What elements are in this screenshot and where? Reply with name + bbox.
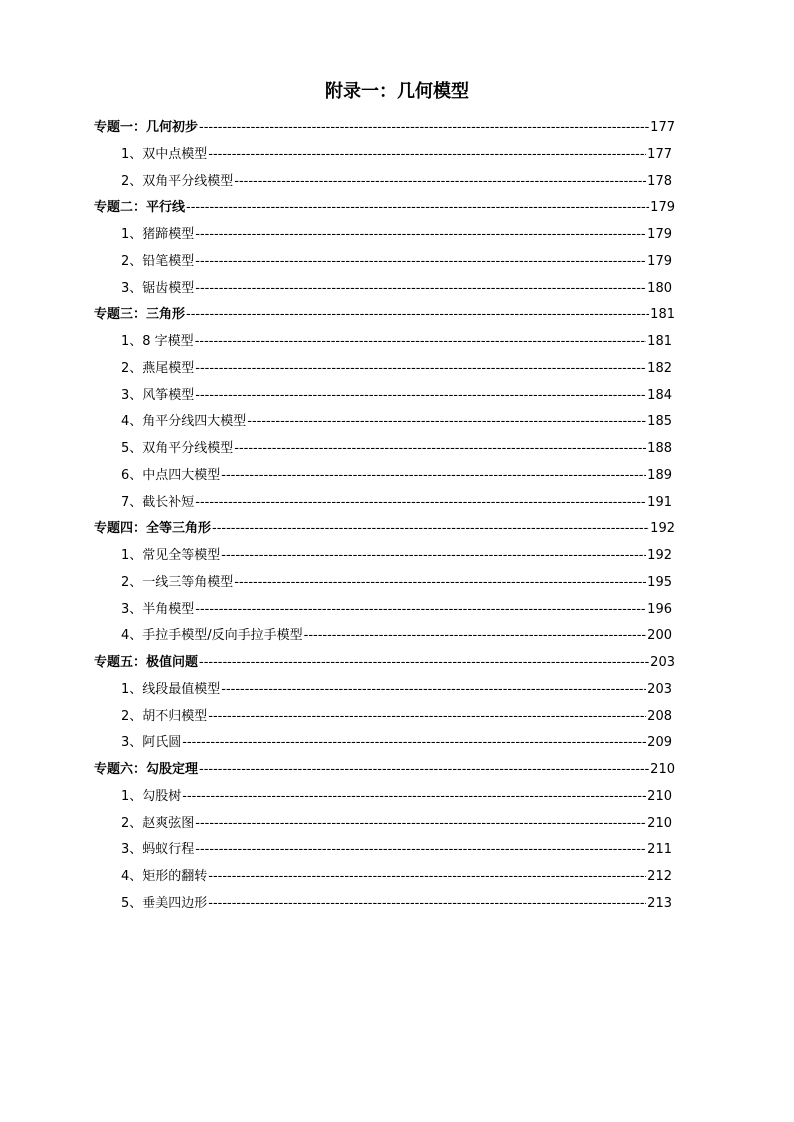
toc-leader-dashes <box>195 492 646 514</box>
toc-leader-dashes <box>195 839 646 861</box>
toc-item[interactable] <box>121 465 672 487</box>
toc-leader-dashes <box>208 866 646 888</box>
toc-item[interactable] <box>121 492 672 514</box>
toc-page-number: 180 <box>647 280 672 296</box>
toc-page-number: 179 <box>647 253 672 269</box>
toc-item[interactable] <box>121 706 672 728</box>
toc-label: 2、一线三等角模型 <box>121 574 234 590</box>
toc-page-number: 188 <box>647 441 672 456</box>
toc-item[interactable] <box>121 786 672 808</box>
toc-label: 3、风筝模型 <box>121 387 195 403</box>
toc-label: 4、矩形的翻转 <box>121 869 208 884</box>
toc-page-number: 179 <box>647 227 672 242</box>
toc-item[interactable] <box>121 278 672 300</box>
toc-label: 2、燕尾模型 <box>121 360 195 376</box>
toc-label: 3、半角模型 <box>121 601 195 617</box>
toc-page-number: 210 <box>647 788 672 804</box>
toc-page-number: 213 <box>647 895 672 911</box>
toc-item[interactable] <box>121 732 672 754</box>
toc-heading[interactable] <box>94 759 675 781</box>
toc-label: 4、手拉手模型/反向手拉手模型 <box>121 628 303 644</box>
toc-leader-dashes <box>221 545 646 567</box>
toc-page-number: 182 <box>647 360 672 376</box>
toc-label: 7、截长补短 <box>121 494 195 510</box>
toc-leader-dashes <box>195 358 646 380</box>
toc-item[interactable] <box>121 171 672 193</box>
toc-label: 1、勾股树 <box>121 788 182 804</box>
toc-leader-dashes <box>195 331 646 353</box>
toc-label: 2、赵爽弦图 <box>121 815 195 831</box>
toc-page-number: 189 <box>647 467 672 483</box>
toc-leader-dashes <box>208 893 646 915</box>
toc-item[interactable] <box>121 866 672 888</box>
toc-label: 6、中点四大模型 <box>121 467 221 483</box>
toc-leader-dashes <box>234 438 646 460</box>
toc-leader-dashes <box>199 652 649 674</box>
toc-item[interactable] <box>121 385 672 407</box>
toc-item[interactable] <box>121 224 672 246</box>
toc-heading[interactable] <box>94 652 675 674</box>
toc-leader-dashes <box>234 171 646 193</box>
toc-page-number: 192 <box>647 548 672 563</box>
toc-page-number: 177 <box>647 146 672 162</box>
toc-item[interactable] <box>121 358 672 380</box>
toc-page-number: 191 <box>647 494 672 510</box>
toc-page-number: 211 <box>647 842 672 858</box>
toc-leader-dashes <box>221 465 646 487</box>
toc-item[interactable] <box>121 572 672 594</box>
toc-item[interactable] <box>121 625 672 647</box>
toc-label: 1、线段最值模型 <box>121 681 221 697</box>
toc-label: 2、胡不归模型 <box>121 708 208 724</box>
toc-item[interactable] <box>121 679 672 701</box>
toc-label: 2、双角平分线模型 <box>121 173 234 189</box>
toc-leader-dashes <box>212 518 649 540</box>
toc-page-number: 196 <box>647 601 672 617</box>
toc-label: 3、锯齿模型 <box>121 280 195 296</box>
toc-leader-dashes <box>208 144 646 166</box>
toc-leader-dashes <box>195 599 646 621</box>
toc-leader-dashes <box>304 625 647 647</box>
toc-label: 3、蚂蚁行程 <box>121 842 195 858</box>
toc-item[interactable] <box>121 438 672 460</box>
toc-label: 专题四：全等三角形 <box>94 521 212 537</box>
toc-item[interactable] <box>121 893 672 915</box>
toc-page-number: 192 <box>650 521 675 537</box>
toc-heading[interactable] <box>94 117 675 139</box>
toc-leader-dashes <box>199 759 649 781</box>
toc-label: 专题二：平行线 <box>94 200 186 216</box>
toc-page-number: 184 <box>647 387 672 403</box>
toc-page-number: 200 <box>647 628 672 644</box>
toc-label: 4、角平分线四大模型 <box>121 414 247 430</box>
toc-leader-dashes <box>195 813 646 835</box>
toc-leader-dashes <box>208 706 646 728</box>
toc-leader-dashes <box>195 251 646 273</box>
toc-page-number: 178 <box>647 173 672 189</box>
toc-leader-dashes <box>221 679 646 701</box>
toc-leader-dashes <box>195 278 646 300</box>
toc-page-number: 209 <box>647 735 672 751</box>
toc-item[interactable] <box>121 331 672 353</box>
toc-page-number: 208 <box>647 708 672 724</box>
toc-page-number: 185 <box>647 414 672 430</box>
toc-leader-dashes <box>186 304 649 326</box>
toc-page-number: 195 <box>647 574 672 590</box>
toc-item[interactable] <box>121 411 672 433</box>
toc-label: 3、阿氏圆 <box>121 735 182 751</box>
toc-leader-dashes <box>182 786 646 808</box>
toc-heading[interactable] <box>94 304 675 326</box>
toc-item[interactable] <box>121 545 672 567</box>
toc-item[interactable] <box>121 144 672 166</box>
toc-leader-dashes <box>247 411 646 433</box>
toc-label: 5、垂美四边形 <box>121 895 208 911</box>
toc-page-number: 179 <box>650 200 675 216</box>
toc-label: 专题一：几何初步 <box>94 120 199 135</box>
toc-heading[interactable] <box>94 197 675 219</box>
toc-page-number: 203 <box>647 681 672 697</box>
toc-item[interactable] <box>121 813 672 835</box>
toc-page-number: 212 <box>647 869 672 884</box>
toc-page-number: 177 <box>650 120 675 135</box>
toc-item[interactable] <box>121 251 672 273</box>
toc-label: 2、铅笔模型 <box>121 253 195 269</box>
toc-leader-dashes <box>182 732 646 754</box>
toc-label: 1、8 字模型 <box>121 334 194 349</box>
toc-label: 1、常见全等模型 <box>121 548 221 563</box>
toc-label: 专题三：三角形 <box>94 307 186 323</box>
toc-page-number: 181 <box>650 307 675 323</box>
toc-page-number: 210 <box>650 762 675 777</box>
toc-page-number: 203 <box>650 655 675 670</box>
toc-label: 5、双角平分线模型 <box>121 441 234 456</box>
toc-item[interactable] <box>121 839 672 861</box>
toc-leader-dashes <box>195 224 646 246</box>
toc-label: 专题五：极值问题 <box>94 655 199 670</box>
toc-leader-dashes <box>195 385 646 407</box>
toc-label: 1、双中点模型 <box>121 146 208 162</box>
toc-leader-dashes <box>186 197 649 219</box>
toc-leader-dashes <box>199 117 649 139</box>
toc-heading[interactable] <box>94 518 675 540</box>
toc-page-number: 181 <box>647 334 672 349</box>
toc-label: 专题六：勾股定理 <box>94 762 199 777</box>
toc-leader-dashes <box>234 572 646 594</box>
page-title: 附录一：几何模型 <box>325 81 469 102</box>
toc-item[interactable] <box>121 599 672 621</box>
toc-label: 1、猪蹄模型 <box>121 227 195 242</box>
toc-page-number: 210 <box>647 815 672 831</box>
